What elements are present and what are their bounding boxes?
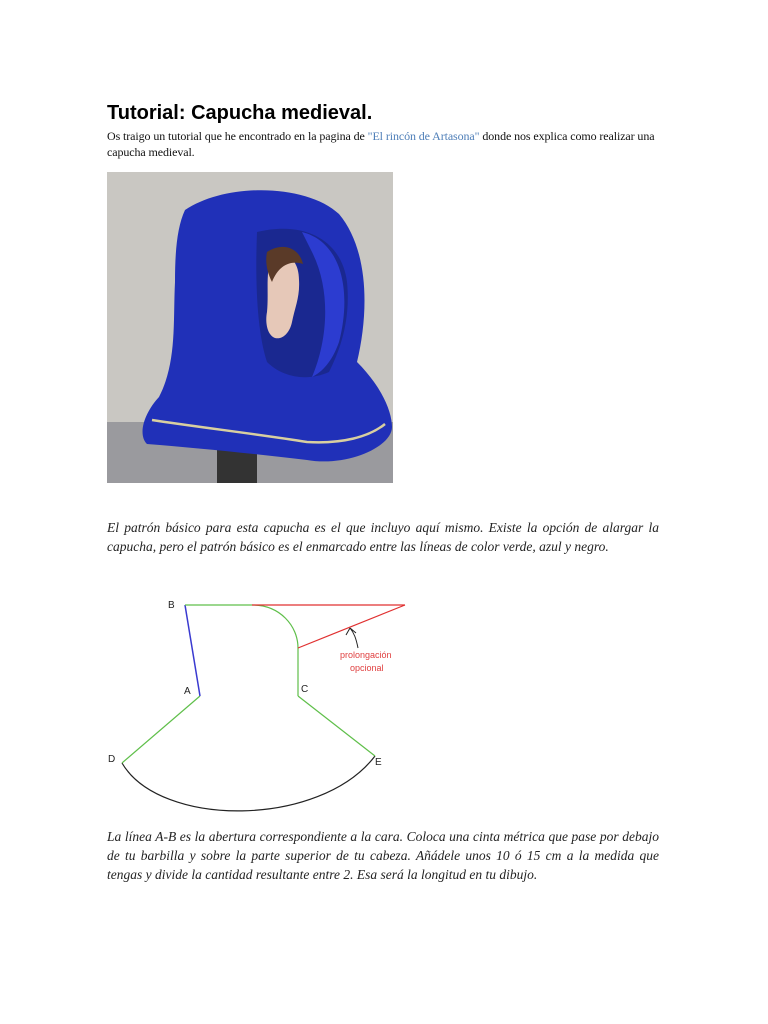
label-c: C [301, 684, 309, 695]
artasona-link[interactable]: "El rincón de Artasona" [367, 129, 480, 143]
hood-photo [107, 172, 393, 483]
curve-top-c [252, 605, 298, 648]
line-d-a [122, 696, 200, 763]
extension-diagonal [298, 605, 405, 648]
label-d: D [108, 754, 116, 765]
intro-text-after: donde nos explica como realizar una capucha medieval. [107, 129, 655, 159]
intro-paragraph [107, 128, 667, 160]
bottom-curve [122, 756, 375, 811]
label-a: A [184, 686, 191, 697]
label-b: B [168, 600, 175, 611]
paragraph-measure: La línea A-B es la abertura correspondiente a la cara. Coloca una cinta métrica que pase por debajo de tu barbilla y sobre la parte superior de tu cabeza. Añádele unos 10 ó 15 cm a la medida que tengas y divide la cantidad resultante entre 2. Esa será la longitud en tu dibujo. [107, 829, 659, 882]
annotation-line-1: prolongación [340, 650, 392, 660]
paragraph-pattern: El patrón básico para esta capucha es el que incluyo aquí mismo. Existe la opción de alargar la capucha, pero el patrón básico es el enmarcado entre las líneas de color verde, azul y negro. [107, 520, 659, 554]
annotation-line-2: opcional [350, 663, 384, 673]
pattern-diagram [100, 588, 420, 823]
article-title: Tutorial: Capucha medieval. [107, 102, 373, 124]
line-c-e [298, 696, 375, 756]
intro-text-before: Os traigo un tutorial que he encontrado en la pagina de [107, 129, 368, 143]
label-e: E [375, 757, 382, 768]
annotation-arrow [346, 628, 358, 648]
line-a-b [185, 605, 200, 696]
